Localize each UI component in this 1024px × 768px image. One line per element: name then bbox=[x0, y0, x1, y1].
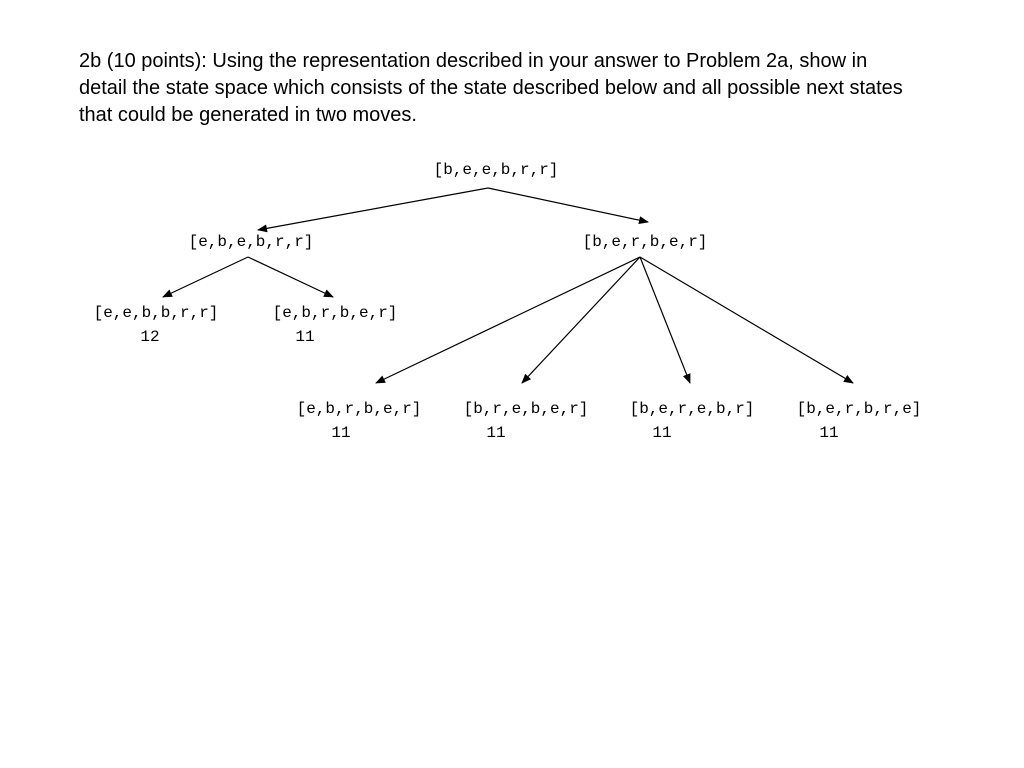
edge-left-to-child-2 bbox=[248, 257, 333, 297]
level1-left-state: [e,b,e,b,r,r] bbox=[188, 233, 314, 251]
level2-right-state-4: [b,e,r,b,r,e] bbox=[796, 400, 922, 418]
level2-left-score-1: 12 bbox=[140, 328, 160, 346]
level2-right-state-1: [e,b,r,b,e,r] bbox=[296, 400, 422, 418]
edge-root-to-right bbox=[488, 188, 648, 222]
level2-right-score-4: 11 bbox=[819, 424, 839, 442]
level2-right-score-3: 11 bbox=[652, 424, 672, 442]
level2-left-score-2: 11 bbox=[295, 328, 315, 346]
edge-right-to-child-3 bbox=[640, 257, 690, 383]
question-line-2: detail the state space which consists of the state described below and all possible next states bbox=[79, 77, 903, 99]
root-state: [b,e,e,b,r,r] bbox=[433, 161, 559, 179]
level2-left-state-1: [e,e,b,b,r,r] bbox=[93, 304, 219, 322]
level2-right-score-1: 11 bbox=[331, 424, 351, 442]
edge-right-to-child-1 bbox=[376, 257, 640, 383]
level2-right-state-2: [b,r,e,b,e,r] bbox=[463, 400, 589, 418]
question-line-3: that could be generated in two moves. bbox=[79, 104, 417, 126]
level2-right-state-3: [b,e,r,e,b,r] bbox=[629, 400, 755, 418]
edge-right-to-child-2 bbox=[522, 257, 640, 383]
edge-right-to-child-4 bbox=[640, 257, 853, 383]
level2-left-state-2: [e,b,r,b,e,r] bbox=[272, 304, 398, 322]
level1-right-state: [b,e,r,b,e,r] bbox=[582, 233, 708, 251]
question-line-1: 2b (10 points): Using the representation described in your answer to Problem 2a, show in bbox=[79, 50, 868, 72]
level2-right-score-2: 11 bbox=[486, 424, 506, 442]
edge-root-to-left bbox=[258, 188, 488, 230]
edge-left-to-child-1 bbox=[163, 257, 248, 297]
